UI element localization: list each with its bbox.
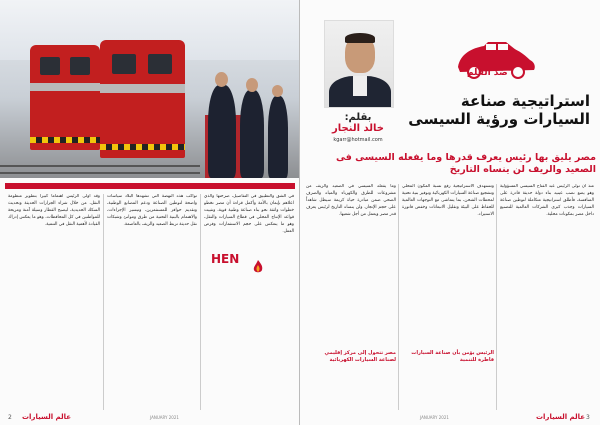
person-icon <box>208 85 236 178</box>
pull-quote: الرئيس يؤمن بأن صناعة السيارات قاطرة للتنمية <box>411 350 494 363</box>
text-column: وتستهدف الاستراتيجية رفع نسبة المكون المحلي وتشجيع صناعة السيارات الكهربائية وتوفير بنية تحتية لمحطات الشحن، بما يتماشى مع التوجهات العالمية للحفاظ على البيئة وتقليل الانبعاثات وخفض فاتورة الاستيراد. <box>402 184 494 217</box>
author-portrait <box>324 20 394 108</box>
magazine-name: عالم السيارات <box>22 413 72 421</box>
page-number: 2 <box>8 414 12 421</box>
person-icon <box>268 96 288 178</box>
column-logo-label: ضد القلم <box>467 68 508 78</box>
article-title: استراتيجية صناعة السيارات ورؤية السيسى <box>408 92 590 128</box>
author-email: kgarr@hotmail.com <box>333 137 383 143</box>
text-column: وما يفعله السيسي في الصعيد والريف من مشروعات للطرق والكهرباء والمياه والصرف الصحي ضمن مبادرة حياة كريمة سيظل شاهداً على حجم الإنجاز، ولن ينساه التاريخ لرئيس يعرف قدر مصر ويعمل من أجل شعبها. <box>306 184 396 217</box>
watermark-text: HEN <box>211 252 240 266</box>
pull-quote: مصر تتحول إلى مركز إقليمي لصناعة السيارات الكهربائية <box>324 350 396 363</box>
text-column: تواكب هذه النهضة التي تشهدها البلاد سياسات واضحة لتوطين الصناعة ودعم المصانع الوطنية، وتقديم حوافز للمستثمرين، وتيسير الإجراءات، والاهتمام بالبنية التحتية من طرق وموانئ وشبكات نقل حديثة تربط الصعيد والريف بالعاصمة. <box>107 194 197 227</box>
page-number: 3 <box>586 414 590 421</box>
text-column: في الشق والتطبيق في التفاصيل، صرحتها والذي اعلاهم بإيمان بالأمة وأكمل قراءة أن مصر تخطو خطوات واثقة نحو بناء صناعة وطنية قوية، وتثبيت قواعد الإنتاج المحلي في قطاع السيارات والنقل، وهو ما ينعكس على حجم الاستثمارات وفرص العمل. <box>204 194 294 234</box>
flame-icon <box>253 260 263 274</box>
text-column: وقد أولى الرئيس اهتماماً كبيراً بتطوير منظومة النقل، من خلال شراء الجرارات الحديثة وتحديث السكك الحديدية، ليصبح القطار وسيلة آمنة ومريحة للمواطنين في كل المحافظات، وهو ما يعكس إدراك القيادة لأهمية النقل في التنمية. <box>8 194 100 227</box>
right-page <box>300 0 600 425</box>
article-headline: مصر يليق بها رئيس يعرف قدرها وما يفعله السيسى فى الصعيد والريف لن ينساه التاريخ <box>336 152 596 175</box>
author-name: خالد النجار <box>332 123 384 134</box>
train-photo <box>0 0 300 178</box>
page-footer <box>0 411 300 425</box>
caption-bar <box>5 183 295 189</box>
train-icon <box>30 45 100 150</box>
byline-prefix: بقلم: <box>344 112 372 123</box>
issue-date: JANUARY 2021 <box>420 415 449 420</box>
car-logo-icon <box>450 22 540 92</box>
byline <box>318 112 398 143</box>
magazine-name: عالم السيارات <box>536 413 586 421</box>
train-icon <box>100 40 185 158</box>
page-footer <box>300 411 600 425</box>
person-icon <box>240 90 264 178</box>
text-column: منذ أن تولى الرئيس عبد الفتاح السيسي المسؤولية وهو يضع نصب عينيه بناء دولة حديثة قادرة على المنافسة، فأطلق استراتيجية متكاملة لتوطين صناعة السيارات وجذب كبرى الشركات العالمية للتصنيع داخل مصر بمكونات محلية. <box>500 184 594 217</box>
issue-date: JANUARY 2021 <box>150 415 179 420</box>
